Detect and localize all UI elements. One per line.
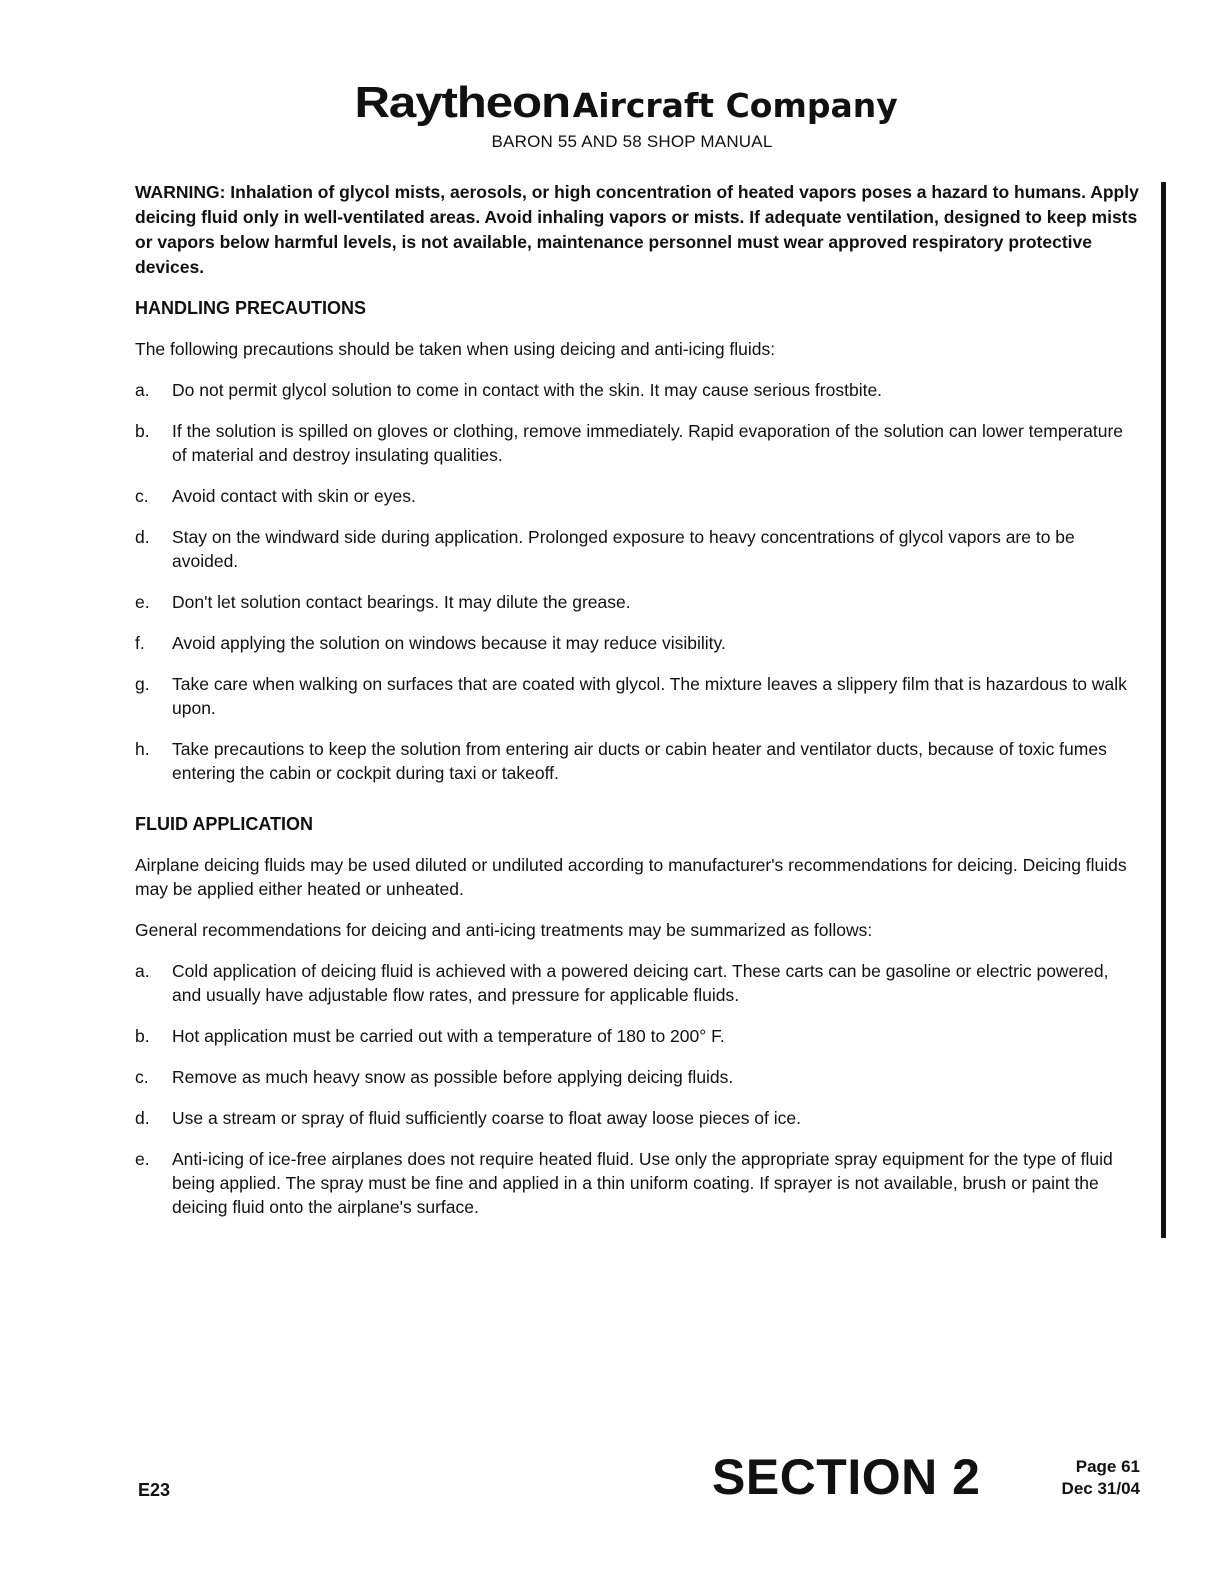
section-spacer (135, 802, 1140, 812)
fluid-list (135, 959, 1140, 1219)
fluid-heading: FLUID APPLICATION (135, 814, 313, 834)
list-marker: e. (135, 592, 150, 612)
revision-date: Dec 31/04 (1061, 1479, 1140, 1498)
list-marker: e. (135, 1149, 150, 1169)
list-marker: a. (135, 961, 150, 981)
list-marker: a. (135, 380, 150, 400)
list-item (135, 378, 1140, 402)
list-item-text: Take care when walking on surfaces that are coated with glycol. The mixture leaves a slippery film that is hazardous to walk upon. (172, 674, 1127, 718)
list-item-text: Do not permit glycol solution to come in contact with the skin. It may cause serious frostbite. (172, 380, 883, 400)
list-marker: c. (135, 486, 149, 506)
list-item (135, 737, 1140, 785)
brand-line (44, 78, 1220, 128)
list-item (135, 1106, 1140, 1130)
list-item-text: Take precautions to keep the solution from entering air ducts or cabin heater and ventilator ducts, because of toxic fumes entering the cabin or cockpit during taxi or takeoff. (172, 739, 1107, 783)
list-item (135, 525, 1140, 573)
list-item (135, 1024, 1140, 1048)
list-item-text: Stay on the windward side during application. Prolonged exposure to heavy concentrations of glycol vapors are to be avoided. (172, 527, 1075, 571)
list-marker: b. (135, 1026, 150, 1046)
brand-suffix: Aircraft Company (572, 86, 898, 125)
list-item (135, 484, 1140, 508)
list-item (135, 590, 1140, 614)
list-item (135, 631, 1140, 655)
page-header (0, 78, 1220, 152)
handling-heading: HANDLING PRECAUTIONS (135, 298, 367, 318)
list-marker: c. (135, 1067, 149, 1087)
list-item-text: Avoid applying the solution on windows because it may reduce visibility. (172, 633, 726, 653)
list-item-text: Remove as much heavy snow as possible before applying deicing fluids. (172, 1067, 734, 1087)
footer-page-info (1040, 1456, 1140, 1500)
list-marker: d. (135, 1108, 150, 1128)
footer-section-title: SECTION 2 (712, 1449, 981, 1505)
fluid-intro-2: General recommendations for deicing and anti-icing treatments may be summarized as follows: (135, 920, 873, 940)
revision-change-bar (1161, 182, 1166, 1238)
list-marker: d. (135, 527, 150, 547)
list-item-text: Anti-icing of ice-free airplanes does not require heated fluid. Use only the appropriate spray equipment for the type of fluid being applied. The spray must be fine and applied in a thin uniform coating. If sprayer is not available, brush or paint the deicing fluid onto the airplane's surface. (172, 1149, 1113, 1217)
list-item-text: Hot application must be carried out with a temperature of 180 to 200° F. (172, 1026, 725, 1046)
fluid-intro-1: Airplane deicing fluids may be used diluted or undiluted according to manufacturer's recommendations for deicing. Deicing fluids may be applied either heated or unheated. (135, 855, 1127, 899)
list-marker: f. (135, 633, 145, 653)
handling-intro: The following precautions should be taken when using deicing and anti-icing fluids: (135, 339, 776, 359)
page-content (135, 180, 1140, 1236)
list-item (135, 959, 1140, 1007)
list-marker: g. (135, 674, 150, 694)
warning-text: WARNING: Inhalation of glycol mists, aerosols, or high concentration of heated vapors poses a hazard to humans. Apply deicing fluid only in well-ventilated areas. Avoid inhaling vapors or mists. If adequate ventilation, designed to keep mists or vapors below harmful levels, is not available, maintenance personnel must wear approved respiratory protective devices. (135, 182, 1139, 277)
footer-code: E23 (138, 1480, 171, 1500)
manual-title: BARON 55 AND 58 SHOP MANUAL (491, 132, 773, 151)
list-item (135, 419, 1140, 467)
list-marker: h. (135, 739, 150, 759)
list-marker: b. (135, 421, 150, 441)
list-item-text: If the solution is spilled on gloves or clothing, remove immediately. Rapid evaporation of the solution can lower temperature of material and destroy insulating qualities. (172, 421, 1124, 465)
list-item (135, 1147, 1140, 1219)
handling-list (135, 378, 1140, 785)
page-number: Page 61 (1075, 1457, 1140, 1476)
list-item-text: Avoid contact with skin or eyes. (172, 486, 416, 506)
list-item-text: Cold application of deicing fluid is achieved with a powered deicing cart. These carts can be gasoline or electric powered, and usually have adjustable flow rates, and pressure for applicable fluids. (172, 961, 1109, 1005)
list-item (135, 672, 1140, 720)
list-item (135, 1065, 1140, 1089)
list-item-text: Don't let solution contact bearings. It may dilute the grease. (172, 592, 631, 612)
brand-logo: Raytheon (354, 78, 571, 127)
list-item-text: Use a stream or spray of fluid sufficiently coarse to float away loose pieces of ice. (172, 1108, 802, 1128)
